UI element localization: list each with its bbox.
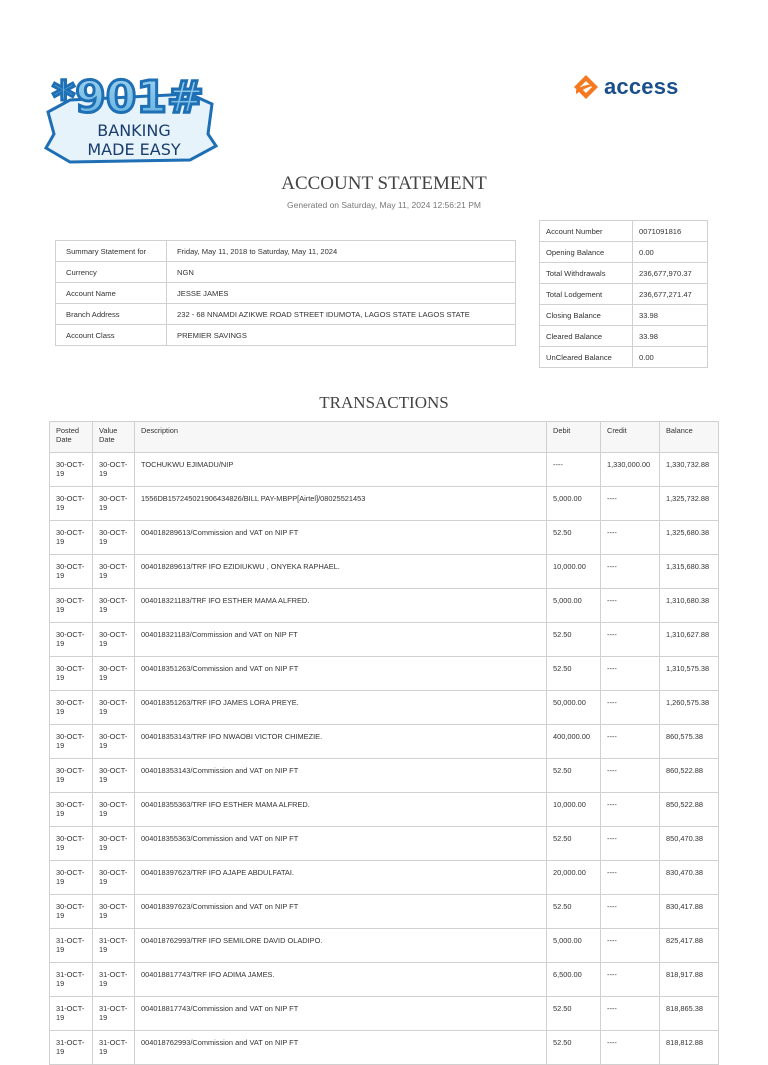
access-diamond-icon [572, 73, 600, 101]
col-header-balance: Balance [660, 422, 719, 453]
cell-balance: 1,260,575.38 [660, 691, 719, 725]
cell-posted-date: 30-OCT-19 [50, 521, 93, 555]
cell-description: TOCHUKWU EJIMADU/NIP [135, 453, 547, 487]
cell-posted-date: 31-OCT-19 [50, 929, 93, 963]
cell-credit: ---- [601, 827, 660, 861]
summary-value: Friday, May 11, 2018 to Saturday, May 11, 2024 [167, 241, 516, 262]
transactions-table [49, 421, 719, 1065]
cell-value-date: 30-OCT-19 [93, 793, 135, 827]
transaction-row [50, 521, 719, 555]
cell-credit: ---- [601, 623, 660, 657]
cell-debit: 50,000.00 [547, 691, 601, 725]
balances-table [539, 220, 708, 368]
cell-debit: 5,000.00 [547, 487, 601, 521]
transaction-row [50, 691, 719, 725]
balance-row [540, 347, 708, 368]
balance-value: 33.98 [633, 326, 708, 347]
balance-value: 0071091816 [633, 221, 708, 242]
cell-debit: 52.50 [547, 521, 601, 555]
balance-row [540, 326, 708, 347]
ussd-901-logo [40, 64, 218, 168]
cell-balance: 1,310,575.38 [660, 657, 719, 691]
cell-balance: 860,575.38 [660, 725, 719, 759]
balance-value: 236,677,271.47 [633, 284, 708, 305]
summary-row [56, 241, 516, 262]
cell-description: 004018289613/Commission and VAT on NIP FT [135, 521, 547, 555]
cell-balance: 850,470.38 [660, 827, 719, 861]
cell-debit: 52.50 [547, 759, 601, 793]
balance-row [540, 305, 708, 326]
transaction-row [50, 793, 719, 827]
cell-description: 004018817743/Commission and VAT on NIP FT [135, 997, 547, 1031]
cell-posted-date: 30-OCT-19 [50, 589, 93, 623]
logo-made-easy-text: MADE EASY [87, 140, 181, 159]
cell-balance: 1,325,732.88 [660, 487, 719, 521]
transactions-title: TRANSACTIONS [319, 393, 449, 412]
cell-balance: 818,812.88 [660, 1031, 719, 1065]
transaction-row [50, 623, 719, 657]
summary-row [56, 304, 516, 325]
transaction-row [50, 657, 719, 691]
cell-debit: 52.50 [547, 657, 601, 691]
cell-posted-date: 30-OCT-19 [50, 691, 93, 725]
transaction-row [50, 487, 719, 521]
transaction-row [50, 963, 719, 997]
summary-label: Account Name [56, 283, 167, 304]
cell-value-date: 30-OCT-19 [93, 487, 135, 521]
balance-value: 0.00 [633, 347, 708, 368]
cell-debit: 52.50 [547, 997, 601, 1031]
cell-value-date: 30-OCT-19 [93, 453, 135, 487]
cell-value-date: 31-OCT-19 [93, 1031, 135, 1065]
summary-row [56, 325, 516, 346]
cell-credit: ---- [601, 793, 660, 827]
cell-debit: 52.50 [547, 1031, 601, 1065]
col-header-credit: Credit [601, 422, 660, 453]
summary-label: Summary Statement for [56, 241, 167, 262]
transaction-row [50, 827, 719, 861]
balance-label: UnCleared Balance [540, 347, 633, 368]
cell-description: 004018289613/TRF IFO EZIDIUKWU , ONYEKA RAPHAEL. [135, 555, 547, 589]
balance-row [540, 242, 708, 263]
cell-debit: 10,000.00 [547, 793, 601, 827]
cell-credit: ---- [601, 691, 660, 725]
transactions-header-row [50, 422, 719, 453]
cell-value-date: 30-OCT-19 [93, 827, 135, 861]
cell-credit: ---- [601, 997, 660, 1031]
cell-balance: 1,330,732.88 [660, 453, 719, 487]
cell-debit: 5,000.00 [547, 589, 601, 623]
transaction-row [50, 929, 719, 963]
col-header-posted-date: Posted Date [50, 422, 93, 453]
balance-value: 33.98 [633, 305, 708, 326]
cell-description: 004018351263/Commission and VAT on NIP FT [135, 657, 547, 691]
cell-posted-date: 30-OCT-19 [50, 623, 93, 657]
cell-debit: 52.50 [547, 827, 601, 861]
transaction-row [50, 555, 719, 589]
balance-label: Opening Balance [540, 242, 633, 263]
summary-value: PREMIER SAVINGS [167, 325, 516, 346]
cell-posted-date: 30-OCT-19 [50, 555, 93, 589]
cell-credit: ---- [601, 1031, 660, 1065]
summary-value: NGN [167, 262, 516, 283]
cell-balance: 825,417.88 [660, 929, 719, 963]
summary-label: Branch Address [56, 304, 167, 325]
cell-credit: ---- [601, 759, 660, 793]
transactions-body [50, 453, 719, 1065]
cell-value-date: 30-OCT-19 [93, 725, 135, 759]
logo-901-text: *901# [52, 72, 204, 123]
balance-label: Closing Balance [540, 305, 633, 326]
cell-posted-date: 30-OCT-19 [50, 793, 93, 827]
cell-description: 004018353143/Commission and VAT on NIP FT [135, 759, 547, 793]
cell-credit: ---- [601, 861, 660, 895]
balance-value: 236,677,970.37 [633, 263, 708, 284]
cell-balance: 830,417.88 [660, 895, 719, 929]
cell-value-date: 30-OCT-19 [93, 759, 135, 793]
cell-posted-date: 31-OCT-19 [50, 963, 93, 997]
cell-balance: 1,310,680.38 [660, 589, 719, 623]
statement-title: ACCOUNT STATEMENT [281, 173, 487, 194]
cell-value-date: 31-OCT-19 [93, 963, 135, 997]
cell-credit: ---- [601, 555, 660, 589]
cell-debit: 10,000.00 [547, 555, 601, 589]
balance-label: Total Lodgement [540, 284, 633, 305]
cell-value-date: 30-OCT-19 [93, 895, 135, 929]
cell-value-date: 30-OCT-19 [93, 555, 135, 589]
cell-posted-date: 30-OCT-19 [50, 895, 93, 929]
cell-balance: 830,470.38 [660, 861, 719, 895]
cell-description: 004018817743/TRF IFO ADIMA JAMES. [135, 963, 547, 997]
cell-balance: 818,865.38 [660, 997, 719, 1031]
cell-debit: 52.50 [547, 623, 601, 657]
cell-balance: 1,310,627.88 [660, 623, 719, 657]
transaction-row [50, 895, 719, 929]
cell-description: 004018353143/TRF IFO NWAOBI VICTOR CHIMEZIE. [135, 725, 547, 759]
cell-credit: ---- [601, 895, 660, 929]
cell-balance: 850,522.88 [660, 793, 719, 827]
cell-debit: 52.50 [547, 895, 601, 929]
cell-description: 004018762993/Commission and VAT on NIP FT [135, 1031, 547, 1065]
access-bank-logo [572, 70, 684, 104]
summary-row [56, 262, 516, 283]
balance-row [540, 263, 708, 284]
cell-description: 004018397623/Commission and VAT on NIP FT [135, 895, 547, 929]
cell-posted-date: 30-OCT-19 [50, 759, 93, 793]
cell-posted-date: 31-OCT-19 [50, 1031, 93, 1065]
cell-value-date: 31-OCT-19 [93, 997, 135, 1031]
cell-value-date: 30-OCT-19 [93, 521, 135, 555]
cell-posted-date: 30-OCT-19 [50, 453, 93, 487]
balance-label: Total Withdrawals [540, 263, 633, 284]
cell-value-date: 30-OCT-19 [93, 589, 135, 623]
col-header-description: Description [135, 422, 547, 453]
balance-value: 0.00 [633, 242, 708, 263]
summary-label: Account Class [56, 325, 167, 346]
cell-debit: 20,000.00 [547, 861, 601, 895]
cell-balance: 818,917.88 [660, 963, 719, 997]
cell-balance: 860,522.88 [660, 759, 719, 793]
cell-debit: ---- [547, 453, 601, 487]
cell-description: 004018762993/TRF IFO SEMILORE DAVID OLADIPO. [135, 929, 547, 963]
transaction-row [50, 453, 719, 487]
balance-row [540, 284, 708, 305]
cell-value-date: 30-OCT-19 [93, 657, 135, 691]
cell-posted-date: 30-OCT-19 [50, 725, 93, 759]
cell-description: 004018321183/Commission and VAT on NIP FT [135, 623, 547, 657]
cell-balance: 1,315,680.38 [660, 555, 719, 589]
cell-credit: ---- [601, 929, 660, 963]
cell-debit: 5,000.00 [547, 929, 601, 963]
transaction-row [50, 861, 719, 895]
summary-value: JESSE JAMES [167, 283, 516, 304]
cell-description: 004018351263/TRF IFO JAMES LORA PREYE. [135, 691, 547, 725]
cell-value-date: 31-OCT-19 [93, 929, 135, 963]
col-header-value-date: Value Date [93, 422, 135, 453]
cell-description: 1556DB157245021906434826/BILL PAY-MBPP[Airtel]/08025521453 [135, 487, 547, 521]
summary-table [55, 240, 516, 346]
cell-debit: 6,500.00 [547, 963, 601, 997]
generated-timestamp: Generated on Saturday, May 11, 2024 12:56:21 PM [287, 200, 481, 210]
cell-value-date: 30-OCT-19 [93, 861, 135, 895]
summary-value: 232 - 68 NNAMDI AZIKWE ROAD STREET IDUMOTA, LAGOS STATE LAGOS STATE [167, 304, 516, 325]
cell-balance: 1,325,680.38 [660, 521, 719, 555]
cell-credit: ---- [601, 589, 660, 623]
cell-posted-date: 30-OCT-19 [50, 657, 93, 691]
summary-row [56, 283, 516, 304]
transaction-row [50, 759, 719, 793]
cell-posted-date: 30-OCT-19 [50, 861, 93, 895]
balance-label: Account Number [540, 221, 633, 242]
cell-debit: 400,000.00 [547, 725, 601, 759]
cell-credit: ---- [601, 521, 660, 555]
transaction-row [50, 997, 719, 1031]
logo-banking-text: BANKING [97, 121, 171, 140]
cell-description: 004018321183/TRF IFO ESTHER MAMA ALFRED. [135, 589, 547, 623]
cell-credit: ---- [601, 487, 660, 521]
cell-credit: ---- [601, 963, 660, 997]
summary-label: Currency [56, 262, 167, 283]
cell-description: 004018355363/TRF IFO ESTHER MAMA ALFRED. [135, 793, 547, 827]
balance-row [540, 221, 708, 242]
transaction-row [50, 589, 719, 623]
transaction-row [50, 725, 719, 759]
balance-label: Cleared Balance [540, 326, 633, 347]
access-wordmark: access [604, 74, 679, 99]
transaction-row [50, 1031, 719, 1065]
cell-credit: 1,330,000.00 [601, 453, 660, 487]
cell-posted-date: 30-OCT-19 [50, 827, 93, 861]
cell-description: 004018355363/Commission and VAT on NIP FT [135, 827, 547, 861]
cell-description: 004018397623/TRF IFO AJAPE ABDULFATAI. [135, 861, 547, 895]
cell-credit: ---- [601, 657, 660, 691]
cell-credit: ---- [601, 725, 660, 759]
col-header-debit: Debit [547, 422, 601, 453]
cell-posted-date: 30-OCT-19 [50, 487, 93, 521]
cell-value-date: 30-OCT-19 [93, 691, 135, 725]
cell-value-date: 30-OCT-19 [93, 623, 135, 657]
cell-posted-date: 31-OCT-19 [50, 997, 93, 1031]
